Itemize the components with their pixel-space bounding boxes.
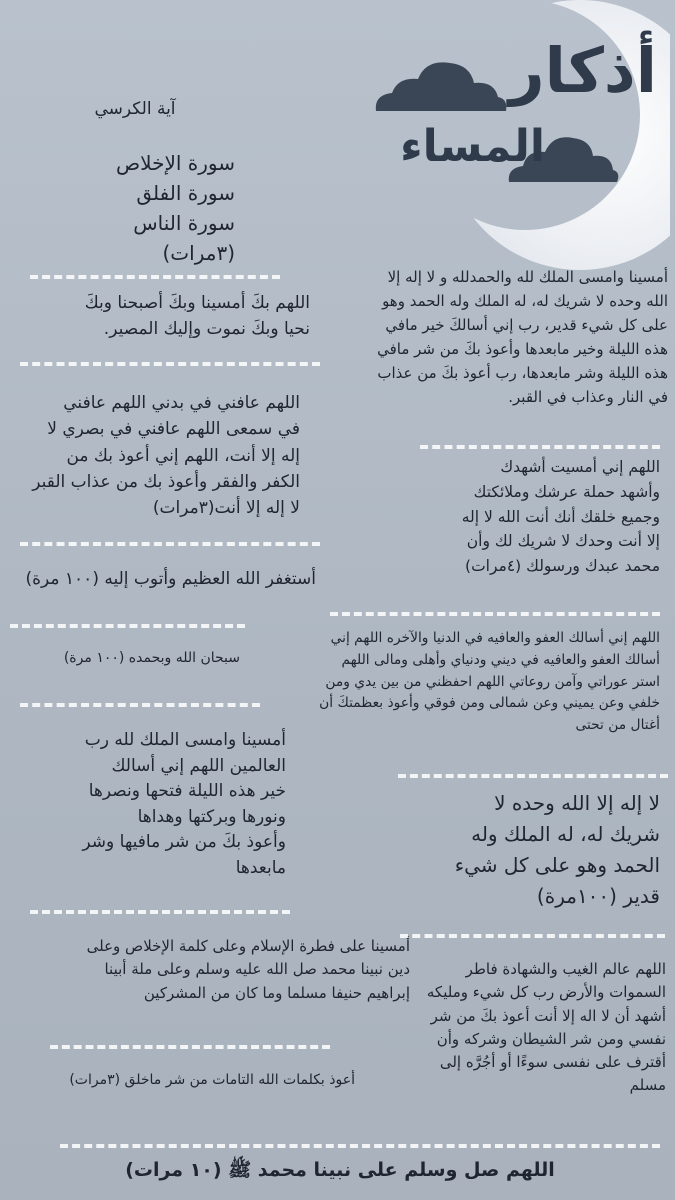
fitrat-text: أمسينا على فطرة الإسلام وعلى كلمة الإخلاص وعلى دين نبينا محمد صل الله عليه وسلم وعلى ملة أبينا إبراهيم حنيفا مسلما وما كان من المشركين <box>86 937 410 1002</box>
divider <box>30 275 280 279</box>
surahs-text: سورة الإخلاص سورة الفلق سورة الناس (٣مرات) <box>115 151 235 265</box>
bika-amsayna-text: اللهم بكَ أمسينا وبكَ أصبحنا وبكَ نحيا وبكَ نموت وإليك المصير. <box>84 293 310 340</box>
ashhaduk-text: اللهم إني أمسيت أشهدك وأشهد حملة عرشك وملائكتك وجميع خلقك أنك أنت الله لا إله إلا أنت وحدك لا شريك لك وأن محمد عبدك ورسولك (٤مرات) <box>461 458 660 576</box>
divider <box>400 934 665 938</box>
divider <box>420 445 660 449</box>
divider <box>20 703 260 707</box>
divider <box>30 910 290 914</box>
divider <box>330 612 660 616</box>
divider <box>10 624 245 628</box>
divider <box>50 1045 330 1049</box>
subhan-text: سبحان الله وبحمده (١٠٠ مرة) <box>63 650 240 666</box>
amsayna-mulk-text: أمسينا وامسى الملك لله والحمدلله و لا إله إلا الله وحده لا شريك له، له الملك وله الحمد وهو على كل شيء قدير، رب إني أسالكَ خير مافي هذه الليلة وخير مابعدها وأعوذ بكَ من شر مافي هذه الليلة وشر مابعدها، رب أعوذ بكَ من عذاب في النار وعذاب في القبر. <box>377 268 668 406</box>
afini-text: اللهم عافني في بدني اللهم عافني في سمعى اللهم عافني في بصري لا إله إلا أنت، اللهم إني أعوذ بك من الكفر والفقر وأعوذ بك من عذاب القبر لا إله إلا أنت(٣مرات) <box>32 393 300 519</box>
title-masa: المساء <box>400 121 545 172</box>
istighfar-text: أستغفر الله العظيم وأتوب إليه (١٠٠ مرة) <box>25 569 316 589</box>
salawat-footer: اللهم صل وسلم على نبينا محمد ﷺ (١٠ مرات) <box>125 1159 555 1181</box>
amsayna-rab-text: أمسينا وامسى الملك لله رب العالمين اللهم إني أسالك خير هذه الليلة فتحها ونصرها ونورها وبركتها وهداها وأعوذ بكَ من شر مافيها وشر مابعدها <box>82 730 286 878</box>
divider <box>398 774 668 778</box>
divider <box>20 362 320 366</box>
alim-ghayb-text: اللهم عالم الغيب والشهادة فاطر السموات والأرض رب كل شيء ومليكه أشهد أن لا اله إلا أنت أعوذ بكَ من شر نفسي ومن شر الشيطان وشركه وأن أقترف على نفسى سوءًا أو أجُرَّه إلى مسلم <box>426 960 666 1095</box>
kalimat-text: أعوذ بكلمات الله التامات من شر ماخلق (٣مرات) <box>69 1072 355 1088</box>
divider <box>60 1144 660 1148</box>
divider <box>20 542 320 546</box>
ayat-kursi: آية الكرسي <box>94 99 176 119</box>
tahlil-text: لا إله إلا الله وحده لا شريك له، له الملك وله الحمد وهو على كل شيء قدير (١٠٠مرة) <box>454 791 660 908</box>
title-adhkar: أذكار <box>508 34 657 107</box>
afw-text: اللهم إني أسالك العفو والعافيه في الدنيا والآخره اللهم إني أسالك العفو والعافيه في ديني ودنياي وأهلى ومالى اللهم استر عوراتي وآمن روعاتي اللهم احفظني من بين يدي ومن خلفي وعن يميني وعن شمالى ومن فوقي وأعوذ بعظمتكَ أن أغتال من تحتى <box>319 630 660 734</box>
